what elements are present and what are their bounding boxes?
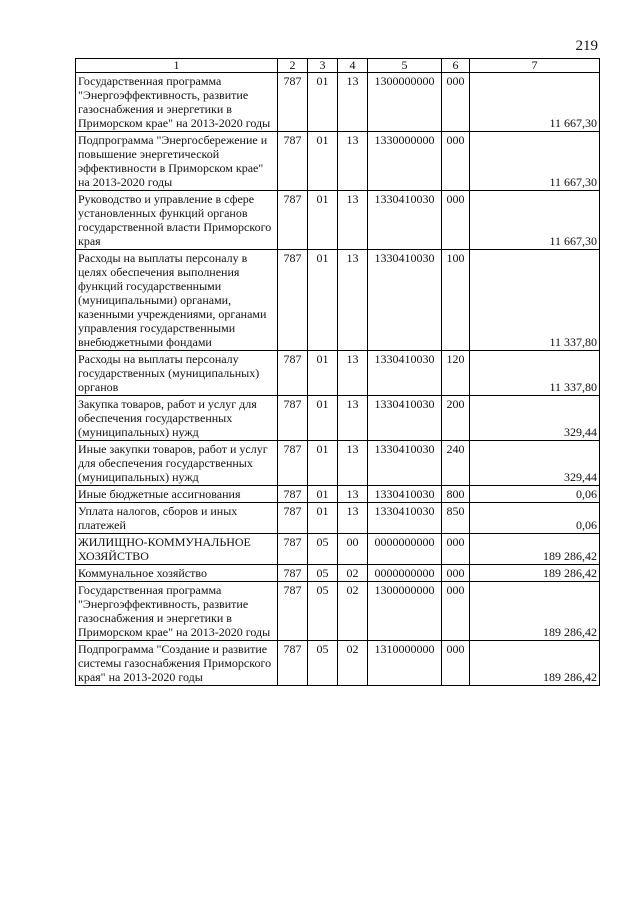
row-sum: 11 667,30 (470, 132, 600, 191)
row-csr: 1330000000 (368, 132, 442, 191)
row-vr: 000 (442, 582, 470, 641)
row-pr: 02 (338, 641, 368, 686)
row-csr: 1330410030 (368, 486, 442, 503)
row-rz: 01 (308, 396, 338, 441)
header-row (76, 59, 600, 73)
row-name: Расходы на выплаты персоналу в целях обеспечения выполнения функций государственными (муниципальными) органами, казенными учреждениями, органами управления государственными внебюджетными фондами (76, 250, 278, 351)
row-vr: 000 (442, 132, 470, 191)
row-pr: 13 (338, 191, 368, 250)
row-ved: 787 (278, 191, 308, 250)
row-ved: 787 (278, 250, 308, 351)
row-ved: 787 (278, 441, 308, 486)
row-ved: 787 (278, 582, 308, 641)
row-sum: 11 667,30 (470, 73, 600, 132)
row-csr: 1300000000 (368, 582, 442, 641)
row-vr: 000 (442, 191, 470, 250)
row-sum: 189 286,42 (470, 641, 600, 686)
row-csr: 1310000000 (368, 641, 442, 686)
header-col-2: 2 (278, 59, 308, 73)
row-ved: 787 (278, 565, 308, 582)
row-sum: 189 286,42 (470, 565, 600, 582)
row-ved: 787 (278, 534, 308, 565)
row-name: Руководство и управление в сфере установленных функций органов государственной власти Приморского края (76, 191, 278, 250)
header-col-3: 3 (308, 59, 338, 73)
row-rz: 05 (308, 534, 338, 565)
table-row (76, 396, 600, 441)
row-csr: 1300000000 (368, 73, 442, 132)
table-row (76, 132, 600, 191)
row-ved: 787 (278, 503, 308, 534)
row-csr: 1330410030 (368, 250, 442, 351)
row-pr: 13 (338, 396, 368, 441)
table-row (76, 534, 600, 565)
row-csr: 1330410030 (368, 191, 442, 250)
row-ved: 787 (278, 641, 308, 686)
row-pr: 13 (338, 250, 368, 351)
row-csr: 0000000000 (368, 534, 442, 565)
row-vr: 100 (442, 250, 470, 351)
row-sum: 189 286,42 (470, 534, 600, 565)
header-col-6: 6 (442, 59, 470, 73)
row-vr: 000 (442, 73, 470, 132)
row-ved: 787 (278, 486, 308, 503)
row-name: Государственная программа "Энергоэффективность, развитие газоснабжения и энергетики в Приморском крае" на 2013-2020 годы (76, 582, 278, 641)
table-row (76, 441, 600, 486)
row-sum: 0,06 (470, 503, 600, 534)
row-rz: 01 (308, 132, 338, 191)
row-vr: 000 (442, 641, 470, 686)
row-sum: 0,06 (470, 486, 600, 503)
table-row (76, 486, 600, 503)
row-pr: 13 (338, 441, 368, 486)
row-vr: 850 (442, 503, 470, 534)
row-vr: 120 (442, 351, 470, 396)
row-pr: 13 (338, 503, 368, 534)
table-row (76, 641, 600, 686)
row-pr: 02 (338, 565, 368, 582)
row-sum: 189 286,42 (470, 582, 600, 641)
page-number: 219 (575, 38, 598, 54)
row-csr: 1330410030 (368, 396, 442, 441)
row-pr: 00 (338, 534, 368, 565)
table-row (76, 351, 600, 396)
budget-table (75, 58, 600, 686)
header-col-5: 5 (368, 59, 442, 73)
row-ved: 787 (278, 396, 308, 441)
row-rz: 05 (308, 565, 338, 582)
row-name: Коммунальное хозяйство (76, 565, 278, 582)
row-name: Иные бюджетные ассигнования (76, 486, 278, 503)
row-rz: 01 (308, 73, 338, 132)
row-sum: 11 667,30 (470, 191, 600, 250)
header-col-1: 1 (76, 59, 278, 73)
row-rz: 01 (308, 441, 338, 486)
row-rz: 01 (308, 191, 338, 250)
row-rz: 01 (308, 250, 338, 351)
row-name: Уплата налогов, сборов и иных платежей (76, 503, 278, 534)
row-vr: 800 (442, 486, 470, 503)
row-name: Государственная программа "Энергоэффективность, развитие газоснабжения и энергетики в Приморском крае" на 2013-2020 годы (76, 73, 278, 132)
row-name: Закупка товаров, работ и услуг для обеспечения государственных (муниципальных) нужд (76, 396, 278, 441)
row-vr: 000 (442, 534, 470, 565)
row-rz: 05 (308, 641, 338, 686)
row-sum: 329,44 (470, 441, 600, 486)
row-name: Расходы на выплаты персоналу государственных (муниципальных) органов (76, 351, 278, 396)
row-ved: 787 (278, 73, 308, 132)
row-vr: 200 (442, 396, 470, 441)
row-rz: 05 (308, 582, 338, 641)
row-name: Иные закупки товаров, работ и услуг для обеспечения государственных (муниципальных) нужд (76, 441, 278, 486)
row-vr: 240 (442, 441, 470, 486)
row-pr: 13 (338, 132, 368, 191)
row-name: Подпрограмма "Энергосбережение и повышение энергетической эффективности в Приморском крае" на 2013-2020 годы (76, 132, 278, 191)
row-sum: 11 337,80 (470, 250, 600, 351)
row-csr: 1330410030 (368, 503, 442, 534)
row-sum: 11 337,80 (470, 351, 600, 396)
row-csr: 0000000000 (368, 565, 442, 582)
row-csr: 1330410030 (368, 351, 442, 396)
table-row (76, 503, 600, 534)
row-pr: 13 (338, 73, 368, 132)
row-rz: 01 (308, 503, 338, 534)
row-sum: 329,44 (470, 396, 600, 441)
row-vr: 000 (442, 565, 470, 582)
table-row (76, 565, 600, 582)
table-row (76, 73, 600, 132)
row-rz: 01 (308, 351, 338, 396)
row-pr: 13 (338, 351, 368, 396)
table-row (76, 250, 600, 351)
header-col-4: 4 (338, 59, 368, 73)
table-row (76, 582, 600, 641)
table-row (76, 191, 600, 250)
row-csr: 1330410030 (368, 441, 442, 486)
header-col-7: 7 (470, 59, 600, 73)
row-ved: 787 (278, 132, 308, 191)
row-ved: 787 (278, 351, 308, 396)
row-name: Подпрограмма "Создание и развитие системы газоснабжения Приморского края" на 2013-2020 годы (76, 641, 278, 686)
row-name: ЖИЛИЩНО-КОММУНАЛЬНОЕ ХОЗЯЙСТВО (76, 534, 278, 565)
row-pr: 02 (338, 582, 368, 641)
row-pr: 13 (338, 486, 368, 503)
row-rz: 01 (308, 486, 338, 503)
